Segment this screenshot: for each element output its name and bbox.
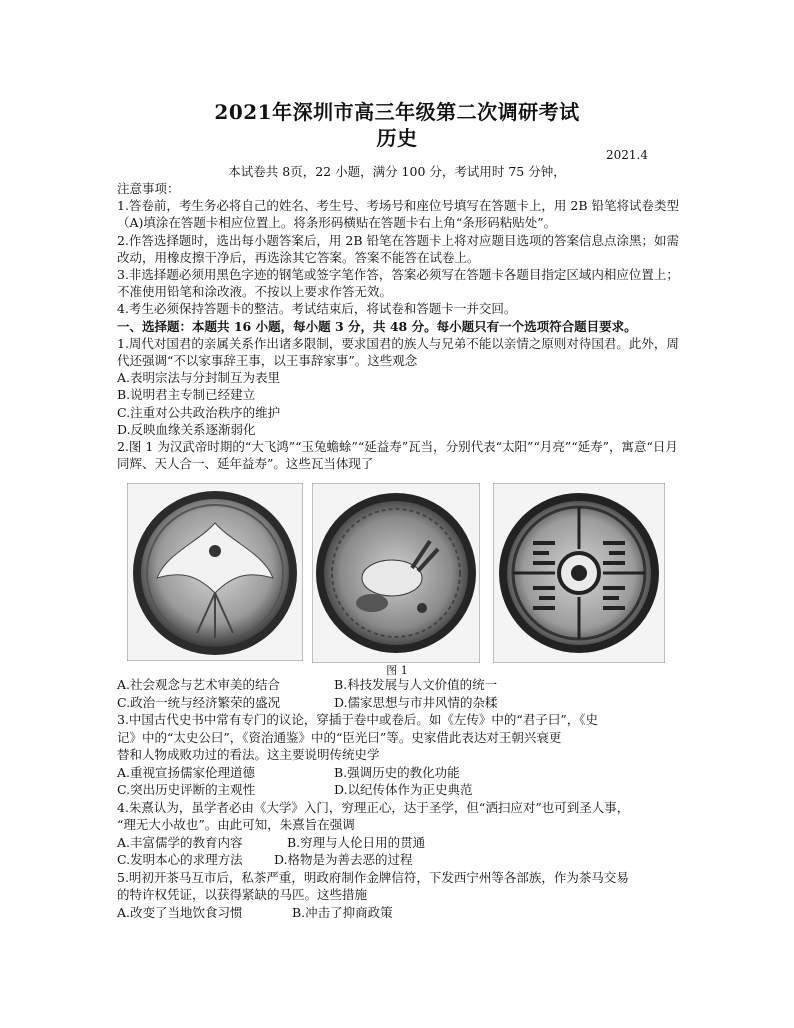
- question-option: A.社会观念与艺术审美的结合: [117, 677, 281, 692]
- exam-info: 本试卷共 8页，22 小题，满分 100 分，考试用时 75 分钟，: [228, 164, 566, 179]
- question-option: A.改变了当地饮食习惯: [117, 904, 243, 920]
- exam-subject: 历史: [376, 126, 418, 150]
- notice-item: 1.答卷前，考生务必将自己的姓名、考生号、考场号和座位号填写在答题卡上，用 2B 铅笔将试卷类型（A)填涂在答题卡相应位置上。将条形码横贴在答题卡右上角“条形码粘贴处”。: [117, 198, 680, 231]
- question-option: A.表明宗法与分封制互为表里: [117, 370, 281, 386]
- question-option: C.突出历史评断的主观性: [117, 782, 256, 797]
- question-stem: 4.朱熹认为，虽学者必由《大学》入门，穷理正心，达于圣学，但“洒扫应对”也可到圣人事，: [117, 799, 630, 815]
- question-option: B.冲击了抑商政策: [292, 904, 393, 920]
- tile-image-jade-rabbit-toad: [312, 483, 480, 663]
- question-option: A.重视宣扬儒家伦理道德: [117, 764, 256, 780]
- question-option: B.科技发展与人文价值的统一: [334, 677, 498, 692]
- notice-item: 2.作答选择题时，选出每小题答案后，用 2B 铅笔在答题卡上将对应题目选项的答案信息点涂黑；如需改动，用橡皮擦干净后，再选涂其它答案。答案不能答在试卷上。: [117, 232, 680, 265]
- question-option: A.丰富儒学的教育内容: [117, 834, 243, 850]
- notice-item: 4.考生必须保持答题卡的整洁。考试结束后，将试卷和答题卡一并交回。: [117, 301, 517, 317]
- exam-body-lower: [117, 676, 683, 921]
- tile-image-great-goose: [127, 483, 303, 661]
- question-stem: 记》中的“太史公曰”，《资治通鉴》中的“臣光曰”等。史家借此表达对王朝兴衰更: [117, 729, 562, 745]
- question-stem: 5.明初开茶马互市后，私茶严重，明政府制作金牌信符，下发西宁州等各部族，作为茶马交易: [117, 869, 629, 885]
- exam-date: 2021.4: [606, 148, 648, 162]
- figure-1: [117, 483, 683, 673]
- question-option: D.反映血缘关系逐渐弱化: [117, 421, 256, 437]
- question-option: B.强调历史的教化功能: [334, 764, 460, 780]
- question-option: D.儒家思想与市井风情的杂糅: [334, 694, 498, 710]
- question-stem: 1.周代对国君的亲属关系作出诸多限制，要求国君的族人与兄弟不能以亲情之原则对待国君。此外，周代还强调“不以家事辞王事，以王事辞家事”。这些观念: [117, 335, 679, 369]
- figure-caption: 图 1: [386, 664, 408, 677]
- question-option: D.格物是为善去恶的过程: [274, 852, 413, 867]
- question-stem: “理无大小故也”。由此可知，朱熹旨在强调: [117, 817, 355, 832]
- notice-heading: 注意事项：: [117, 181, 180, 196]
- notice-item: 3.非选择题必须用黑色字迹的钢笔或签字笔作答，答案必须写在答题卡各题目指定区域内相应位置上；不准使用铅笔和涂改液。不按以上要求作答无效。: [117, 267, 679, 300]
- question-stem: 的特许权凭证，以获得紧缺的马匹。这些措施: [117, 887, 368, 902]
- question-option: C.注重对公共政治秩序的维护: [117, 404, 281, 420]
- question-option: B.说明君主专制已经建立: [117, 387, 256, 403]
- exam-body: [117, 180, 683, 472]
- question-stem: 3.中国古代史书中常有专门的议论，穿插于卷中或卷后。如《左传》中的“君子曰”，《史: [117, 712, 598, 727]
- question-stem: 2.图 1 为汉武帝时期的“大飞鸿”“玉兔蟾蜍”“延益寿”瓦当，分别代表“太阳”“月亮”“延寿”，寓意“日月同辉、天人合一、延年益寿”。这些瓦当体现了: [117, 439, 678, 472]
- tile-image-yan-shou: [493, 483, 665, 663]
- question-option: C.发明本心的求理方法: [117, 852, 243, 867]
- section-heading: 一、选择题：本题共 16 小题，每小题 3 分，共 48 分。每小题只有一个选项符合题目要求。: [117, 318, 637, 334]
- question-stem: 替和人物成败功过的看法。这主要说明传统史学: [117, 747, 380, 762]
- question-option: B.穷理与人伦日用的贯通: [287, 834, 426, 850]
- exam-title: 2021年深圳市高三年级第二次调研考试: [214, 100, 580, 124]
- question-option: D.以纪传体作为正史典范: [334, 782, 473, 797]
- question-option: C.政治一统与经济繁荣的盛况: [117, 694, 281, 710]
